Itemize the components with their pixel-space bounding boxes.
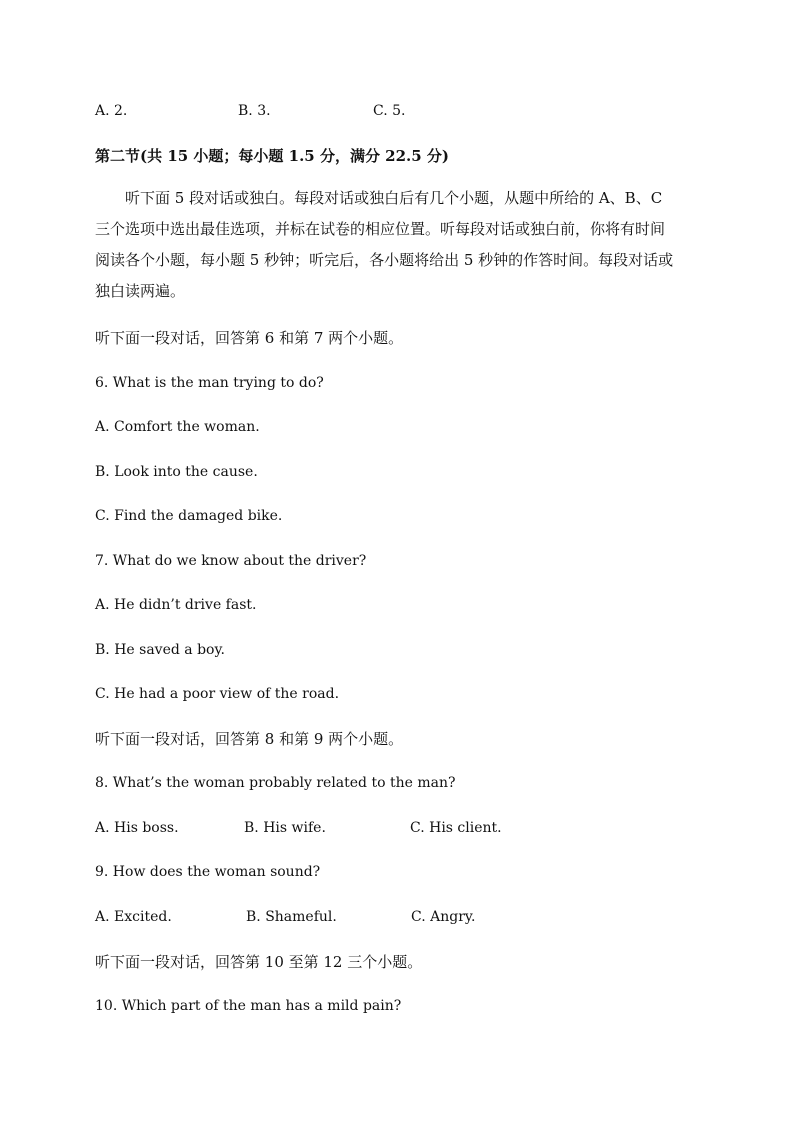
section-header: 第二节(共 15 小题；每小题 1.5 分，满分 22.5 分) — [95, 147, 450, 165]
q9-option-a: A. Excited. — [95, 909, 172, 925]
instructions-line-2: 三个选项中选出最佳选项，并标在试卷的相应位置。听每段对话或独白前，你将有时间 — [95, 220, 666, 238]
question-9: 9. How does the woman sound? — [95, 864, 321, 880]
q6-option-b: B. Look into the cause. — [95, 464, 258, 480]
q6-option-a: A. Comfort the woman. — [95, 419, 260, 435]
option-b-prev: B. 3. — [238, 103, 271, 119]
question-6: 6. What is the man trying to do? — [95, 375, 324, 391]
dialog-3-prompt: 听下面一段对话，回答第 10 至第 12 三个小题。 — [95, 953, 423, 971]
instructions-line-1: 听下面 5 段对话或独白。每段对话或独白后有几个小题，从题中所给的 A、B、C — [125, 189, 663, 207]
question-10: 10. Which part of the man has a mild pain? — [95, 998, 402, 1014]
q8-option-b: B. His wife. — [244, 820, 326, 836]
q7-option-c: C. He had a poor view of the road. — [95, 686, 340, 702]
q8-option-c: C. His client. — [410, 820, 502, 836]
option-a-prev: A. 2. — [95, 103, 128, 119]
q6-option-c: C. Find the damaged bike. — [95, 508, 283, 524]
option-c-prev: C. 5. — [373, 103, 406, 119]
q9-option-b: B. Shameful. — [246, 909, 337, 925]
q7-option-a: A. He didn’t drive fast. — [95, 597, 257, 613]
question-8: 8. What’s the woman probably related to the man? — [95, 775, 456, 791]
q8-option-a: A. His boss. — [95, 820, 179, 836]
dialog-2-prompt: 听下面一段对话，回答第 8 和第 9 两个小题。 — [95, 730, 404, 748]
instructions-line-4: 独白读两遍。 — [95, 282, 186, 300]
dialog-1-prompt: 听下面一段对话，回答第 6 和第 7 两个小题。 — [95, 329, 404, 347]
q7-option-b: B. He saved a boy. — [95, 642, 225, 658]
q9-option-c: C. Angry. — [411, 909, 476, 925]
instructions-paragraph — [95, 183, 700, 307]
instructions-line-3: 阅读各个小题，每小题 5 秒钟；听完后，各小题将给出 5 秒钟的作答时间。每段对话或 — [95, 251, 674, 269]
question-7: 7. What do we know about the driver? — [95, 553, 367, 569]
